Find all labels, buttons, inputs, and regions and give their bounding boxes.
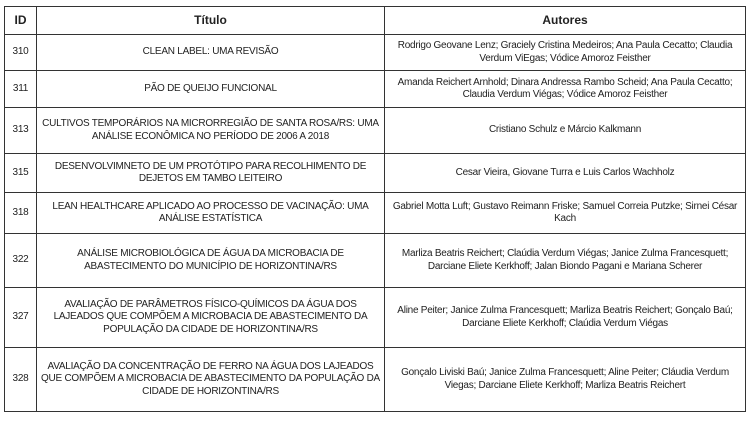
table-row <box>5 193 746 234</box>
table-row <box>5 154 746 193</box>
cell-title: LEAN HEALTHCARE APLICADO AO PROCESSO DE VACINAÇÃO: UMA ANÁLISE ESTATÍSTICA <box>37 193 385 234</box>
header-authors: Autores <box>385 7 746 35</box>
cell-title: PÃO DE QUEIJO FUNCIONAL <box>37 71 385 108</box>
table-row <box>5 108 746 154</box>
cell-authors: Cristiano Schulz e Márcio Kalkmann <box>385 108 746 154</box>
cell-id: 327 <box>5 288 37 348</box>
table-row <box>5 234 746 288</box>
papers-table <box>4 6 746 412</box>
cell-id: 313 <box>5 108 37 154</box>
cell-title: CULTIVOS TEMPORÁRIOS NA MICRORREGIÃO DE SANTA ROSA/RS: UMA ANÁLISE ECONÔMICA NO PERÍODO DE 2006 A 2018 <box>37 108 385 154</box>
cell-id: 328 <box>5 348 37 412</box>
table-row <box>5 71 746 108</box>
table-row <box>5 35 746 71</box>
cell-title: AVALIAÇÃO DE PARÂMETROS FÍSICO-QUÍMICOS DA ÁGUA DOS LAJEADOS QUE COMPÕEM A MICROBACIA DE ABASTECIMENTO DA POPULAÇÃO DA CIDADE DE HORIZONTINA/RS <box>37 288 385 348</box>
cell-title: AVALIAÇÃO DA CONCENTRAÇÃO DE FERRO NA ÁGUA DOS LAJEADOS QUE COMPÕEM A MICROBACIA DE ABASTECIMENTO DA POPULAÇÃO DA CIDADE DE HORIZONTINA/RS <box>37 348 385 412</box>
cell-authors: Gonçalo Liviski Baú; Janice Zulma Francesquett; Aline Peiter; Cláudia Verdum Viegas; Darciane Eliete Kerkhoff; Marliza Beatris Reichert <box>385 348 746 412</box>
cell-id: 318 <box>5 193 37 234</box>
cell-authors: Amanda Reichert Arnhold; Dinara Andressa Rambo Scheid; Ana Paula Cecatto; Claudia Verdum Viégas; Vódice Amoroz Feisther <box>385 71 746 108</box>
header-title: Título <box>37 7 385 35</box>
header-row <box>5 7 746 35</box>
table-row <box>5 288 746 348</box>
cell-id: 310 <box>5 35 37 71</box>
cell-authors: Aline Peiter; Janice Zulma Francesquett; Marliza Beatris Reichert; Gonçalo Baú; Darciane Eliete Kerkhoff; Claúdia Verdum Viégas <box>385 288 746 348</box>
cell-title: DESENVOLVIMNETO DE UM PROTÓTIPO PARA RECOLHIMENTO DE DEJETOS EM TAMBO LEITEIRO <box>37 154 385 193</box>
cell-authors: Rodrigo Geovane Lenz; Gracіely Cristina Medeiros; Ana Paula Cecatto; Claudia Verdum ViEgas; Vódice Amoroz Feisther <box>385 35 746 71</box>
table-row <box>5 348 746 412</box>
cell-title: ANÁLISE MICROBIOLÓGICA DE ÁGUA DA MICROBACIA DE ABASTECIMENTO DO MUNICÍPIO DE HORIZONTINA/RS <box>37 234 385 288</box>
cell-id: 322 <box>5 234 37 288</box>
cell-authors: Marliza Beatris Reichert; Claúdia Verdum Viégas; Janice Zulma Francesquett; Darciane Eliete Kerkhoff; Jalan Biondo Pagani e Mariana Scherer <box>385 234 746 288</box>
cell-title: CLEAN LABEL: UMA REVISÃO <box>37 35 385 71</box>
header-id: ID <box>5 7 37 35</box>
cell-authors: Gabriel Motta Luft; Gustavo Reimann Friske; Samuel Correia Putzke; Sirnei César Kach <box>385 193 746 234</box>
cell-authors: Cesar Vieira, Giovane Turra e Luis Carlos Wachholz <box>385 154 746 193</box>
cell-id: 311 <box>5 71 37 108</box>
cell-id: 315 <box>5 154 37 193</box>
